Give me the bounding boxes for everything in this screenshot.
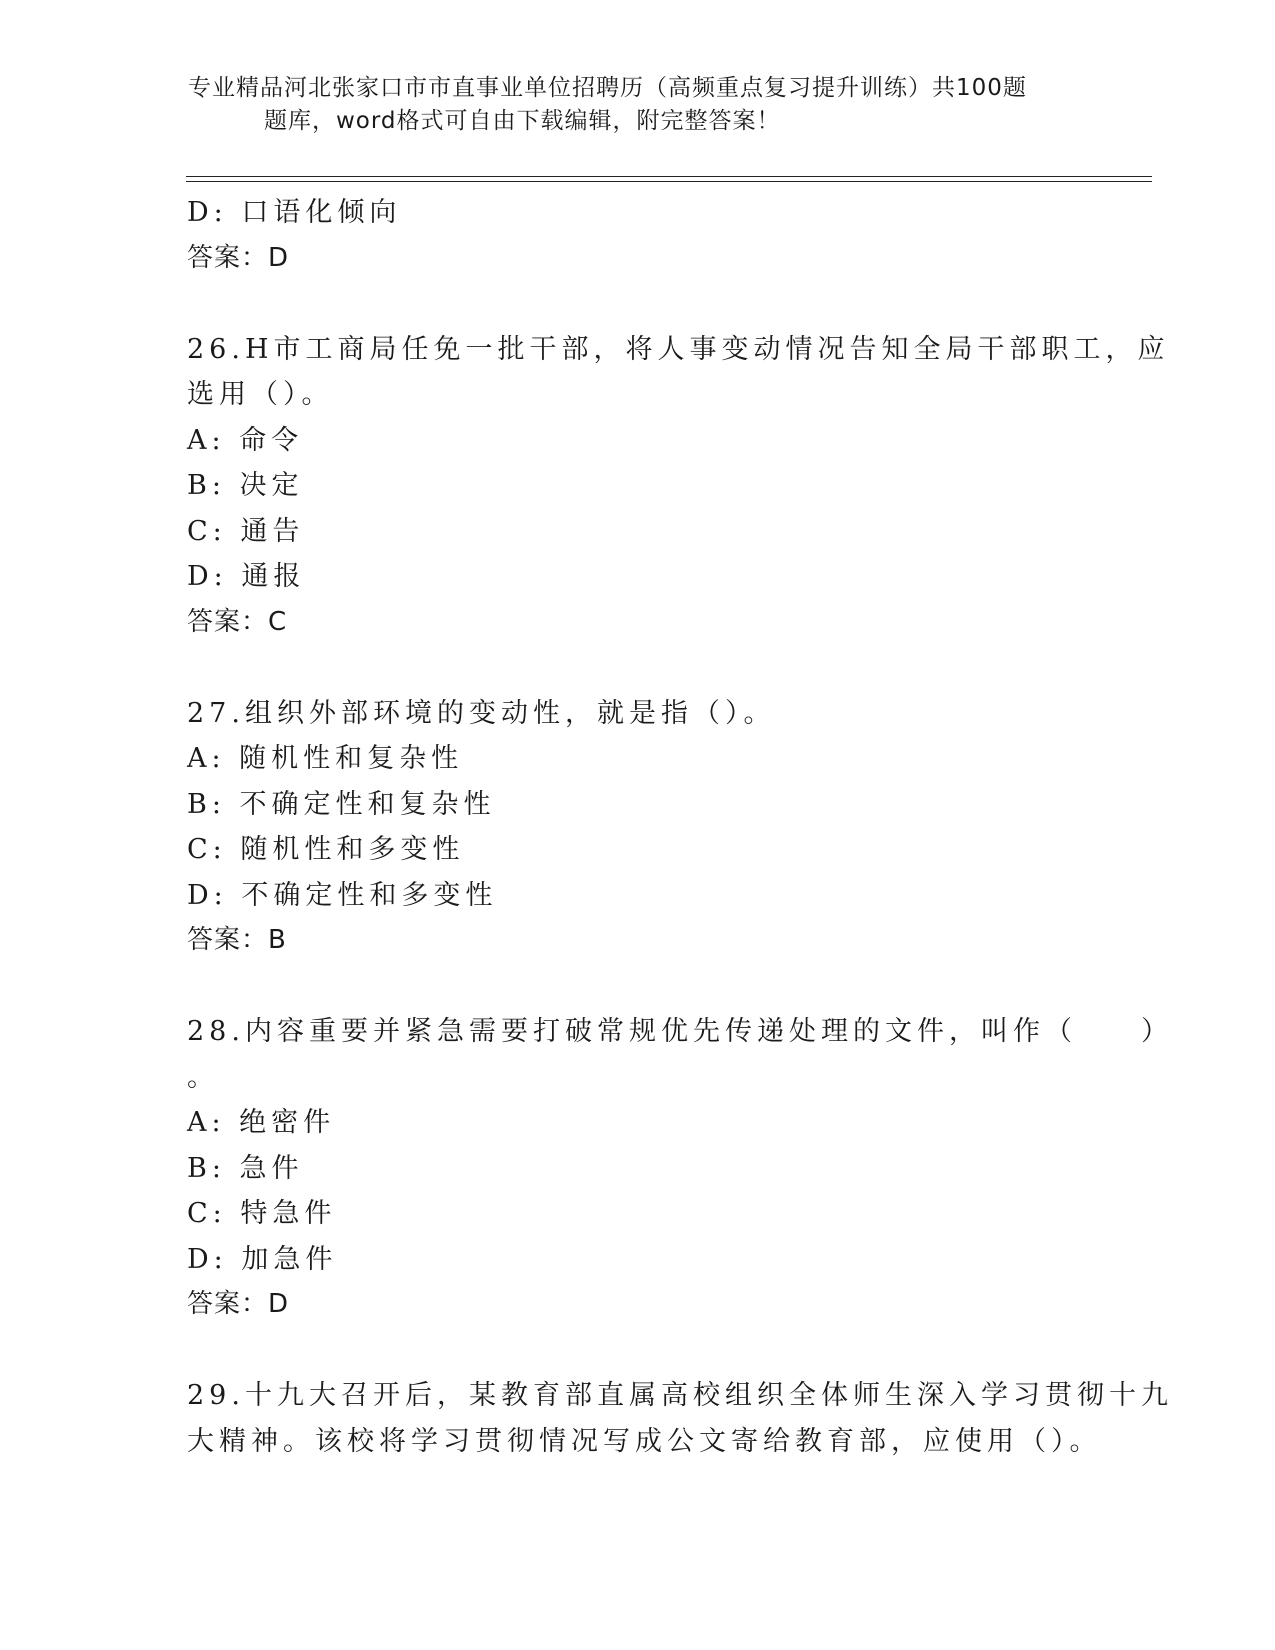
q26-stem-line1: 26.H市工商局任免一批干部，将人事变动情况告知全局干部职工，应 <box>187 333 1170 365</box>
q27-option-d: D: 不确定性和多变性 <box>187 879 498 911</box>
question-28 <box>187 1009 1173 1328</box>
q27-stem-line1: 27.组织外部环境的变动性，就是指（）。 <box>187 697 776 729</box>
q27-option-c: C: 随机性和多变性 <box>187 834 465 865</box>
q28-option-c: C: 特急件 <box>187 1198 337 1229</box>
spacer <box>187 1328 1087 1374</box>
spacer <box>187 281 1087 327</box>
q28-answer: 答案：D <box>187 1289 290 1319</box>
header-title-line1: 专业精品河北张家口市市直事业单位招聘历（高频重点复习提升训练）共100题 <box>188 75 1027 101</box>
question-29 <box>187 1373 1173 1464</box>
q26-answer: 答案：C <box>187 606 288 637</box>
q28-option-a: A: 绝密件 <box>187 1107 336 1138</box>
header-divider-bottom <box>186 181 1152 182</box>
q28-stem-line1: 28.内容重要并紧急需要打破常规优先传递处理的文件，叫作（ ） <box>187 1016 1173 1047</box>
q28-option-d: D: 加急件 <box>187 1243 338 1275</box>
q27-answer: 答案：B <box>187 925 287 955</box>
q26-option-b: B: 决定 <box>187 470 304 501</box>
header-divider-top <box>186 176 1152 177</box>
q25-option-d: D: 口语化倾向 <box>187 197 402 228</box>
q29-stem-line2: 大精神。该校将学习贯彻情况写成公文寄给教育部，应使用（）。 <box>187 1425 1102 1457</box>
q25-answer: 答案：D <box>187 242 290 273</box>
spacer <box>187 964 1087 1010</box>
header-title-line2: 题库，word格式可自由下载编辑，附完整答案！ <box>264 108 781 134</box>
spacer <box>187 645 1087 691</box>
q29-stem-line1: 29.十九大召开后，某教育部直属高校组织全体师生深入学习贯彻十九 <box>187 1380 1173 1411</box>
question-26 <box>187 327 1170 646</box>
document-header <box>188 72 1088 138</box>
q26-stem-line2: 选用（）。 <box>187 379 334 410</box>
question-content <box>187 190 1173 1464</box>
question-27 <box>187 691 1087 964</box>
q26-option-d: D: 通报 <box>187 561 306 592</box>
q27-option-b: B: 不确定性和复杂性 <box>187 788 496 820</box>
q27-option-a: A: 随机性和复杂性 <box>187 743 464 774</box>
q26-option-a: A: 命令 <box>187 424 304 456</box>
q28-stem-line2: 。 <box>187 1061 219 1093</box>
q28-option-b: B: 急件 <box>187 1152 304 1184</box>
q26-option-c: C: 通告 <box>187 515 305 547</box>
